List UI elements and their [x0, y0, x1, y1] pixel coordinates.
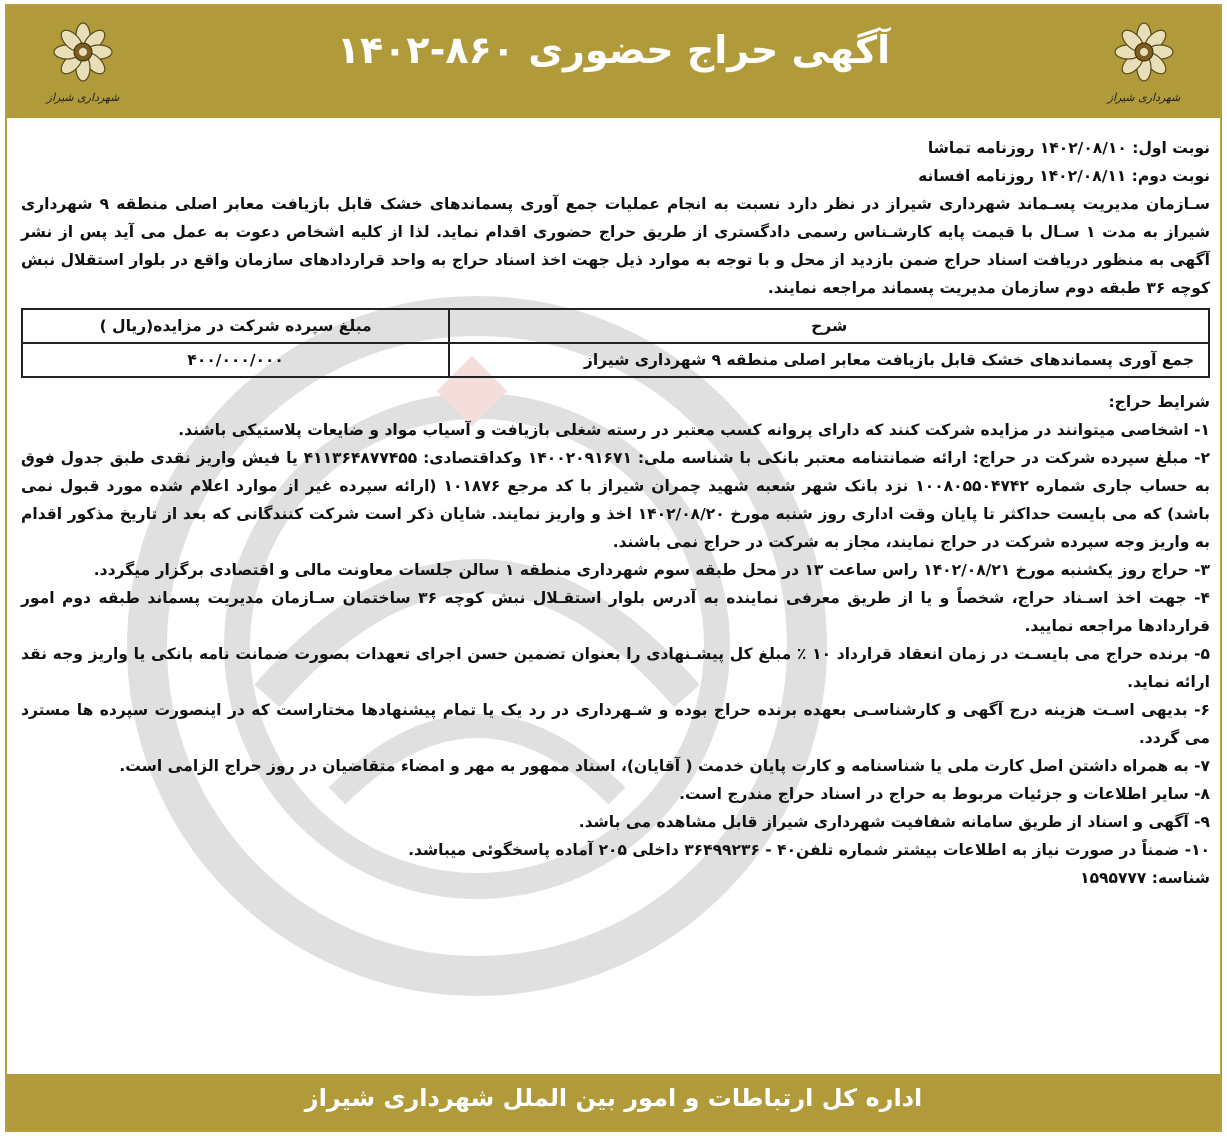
page-title: آگهی حراج حضوری ۸۶۰-۱۴۰۲: [336, 28, 891, 72]
condition-item: ۱- اشخاصی میتوانند در مزایده شرکت کنند که دارای پروانه کسب معتبر در رسته شغلی بازیافت و آسیاب مواد و ضایعات پلاستیکی باشند.: [178, 421, 1210, 439]
notice-second: نوبت دوم: ۱۴۰۲/۰۸/۱۱ روزنامه افسانه: [918, 167, 1210, 185]
logo-text: شهرداری شیراز: [46, 91, 120, 104]
notice-first: نوبت اول: ۱۴۰۲/۰۸/۱۰ روزنامه تماشا: [927, 139, 1210, 157]
condition-item: ۷- به همراه داشتن اصل کارت ملی یا شناسنامه و کارت پایان خدمت ( آقایان)، اسناد ممهور به مهر و امضاء متقاضیان در روز حراج الزامی است.: [119, 757, 1210, 775]
logo-text: شهرداری شیراز: [1107, 91, 1181, 104]
logo-right: [1098, 22, 1190, 104]
condition-item: ۴- جهت اخذ اسـناد حراج، شخصاً و یا از طریق معرفی نماینده به آدرس بلوار استقـلال نبش کوچه ۳۶ ساختمان سـازمان مدیریت پسماند طبقه دوم امور قراردادها مراجعه نمایید.: [21, 589, 1210, 635]
condition-item: ۵- برنده حراج می بایسـت در زمان انعقاد قرارداد ۱۰ ٪ مبلغ کل پیشـنهادی را بعنوان تضمین حسن اجرای تعهدات بصورت ضمانت نامه بانکی یا واریز وجه نقد ارائه نماید.: [21, 645, 1210, 691]
condition-item: ۸- سایر اطلاعات و جزئیات مربوط به حراج در اسناد حراج مندرج است.: [679, 785, 1210, 803]
condition-item: ۲- مبلغ سپرده شرکت در حراج: ارائه ضمانتنامه معتبر بانکی با شناسه ملی: ۱۴۰۰۲۰۹۱۶۷۱ وکداقتصادی: ۴۱۱۳۶۴۸۷۷۴۵۵ یا فیش واریز نقدی طبق جدول فوق به حساب جاری شماره ۱۰۰۸۰۵۵۰۴۷۴۲ نزد بانک شهر شعبه شهید چمران شیراز با کد مرجع ۱۰۱۸۷۶ (ارائه سپرده غیر از موارد اعلام شده مورد قبول نمی باشد) که می بایست حداکثر تا پایان وقت اداری روز شنبه مورخ ۱۴۰۲/۰۸/۲۰ اخذ و واریز نمایند. شایان ذکر است شرکت کنندگانی که بعد از تاریخ مذکور اقدام به واریز وجه سپرده شرکت در حراج نمایند، مجاز به شرکت در حراج نمی باشند.: [21, 449, 1210, 551]
footer-banner: [7, 1074, 1220, 1130]
deposit-table: [21, 308, 1210, 378]
condition-item: ۹- آگهی و اسناد از طریق سامانه شفافیت شهرداری شیراز قابل مشاهده می باشد.: [578, 813, 1210, 831]
flower-emblem-icon: [1098, 22, 1190, 84]
footer-text: اداره کل ارتباطات و امور بین الملل شهرداری شیراز: [304, 1084, 923, 1112]
table-header-amount: مبلغ سپرده شرکت در مزایده(ریال ): [22, 309, 449, 343]
condition-item: ۱۰- ضمناً در صورت نیاز به اطلاعات بیشتر شماره تلفن۴۰ - ۳۶۴۹۹۲۳۶ داخلی ۲۰۵ آماده پاسخگوئی میباشد.: [408, 841, 1210, 859]
table-cell-amount: ۴۰۰/۰۰۰/۰۰۰: [22, 343, 449, 377]
table-header-desc: شرح: [449, 309, 1209, 343]
table-row: [22, 343, 1209, 377]
body-content: [21, 134, 1210, 892]
intro-paragraph: سـازمان مدیریت پسـماند شهرداری شیراز در نظر دارد نسبت به انجام عملیات جمع آوری پسماندهای خشک قابل بازیافت معابر اصلی منطقه ۹ شهرداری شیراز به مدت ۱ سـال با قیمت پایه کارشـناس رسمی دادگستری از طریق حراج حضوری اقدام نماید. لذا از کلیه اشخاص دعوت به عمل می آید پس از نشر آگهی به منظور دریافت اسناد حراج ضمن بازدید از محل و با توجه به موارد ذیل جهت اخذ اسناد حراج به واحد قراردادهای سازمان واقع در بلوار استقلال نبش کوچه ۳۶ طبقه دوم سازمان مدیریت پسماند مراجعه نمایند.: [21, 195, 1211, 297]
condition-item: ۶- بدیهی اسـت هزینه درج آگهی و کارشناسـی بعهده برنده حراج بوده و شـهرداری در رد یک یا تمام پیشنهادها مختاراست که در اینصورت سپرده ها مسترد می گردد.: [21, 701, 1210, 747]
condition-item: ۳- حراج روز یکشنبه مورخ ۱۴۰۲/۰۸/۲۱ راس ساعت ۱۳ در محل طبقه سوم شهرداری منطقه ۱ سالن جلسات معاونت مالی و اقتصادی برگزار میگردد.: [93, 561, 1210, 579]
conditions-title: شرایط حراج:: [1108, 393, 1210, 411]
advertisement-page: [5, 4, 1222, 1132]
id-label: شناسه: ۱۵۹۵۷۷۷: [1080, 869, 1210, 887]
table-cell-desc: جمع آوری پسماندهای خشک قابل بازیافت معابر اصلی منطقه ۹ شهرداری شیراز: [449, 343, 1209, 377]
table-header-row: [22, 309, 1209, 343]
header-banner: [7, 6, 1220, 118]
